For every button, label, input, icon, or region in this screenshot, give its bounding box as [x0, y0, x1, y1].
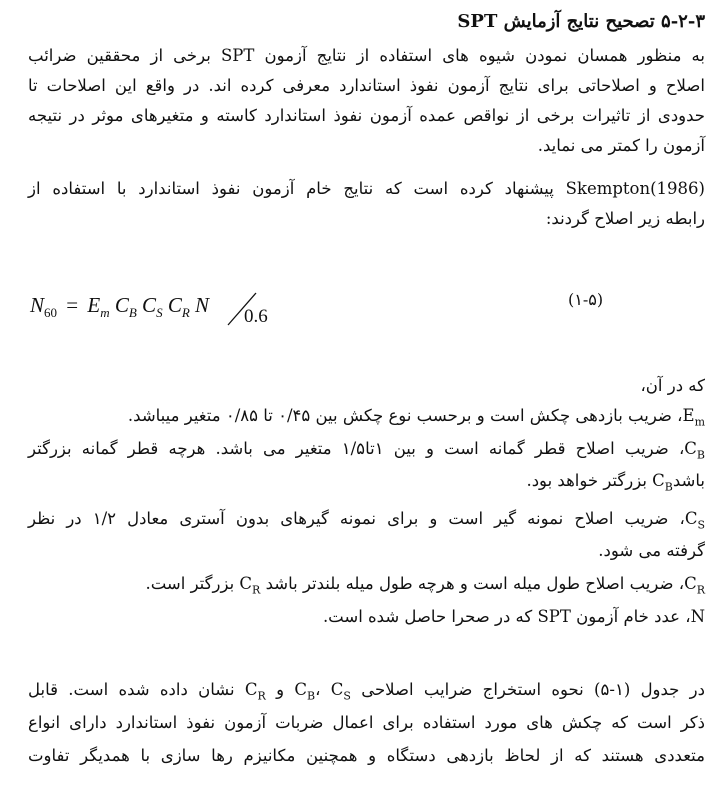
paragraph3-line3: متعددی هستند که از لحاظ بازدهی دستگاه و همچنین مکانیزم رها سازی با همدیگر تفاوت [28, 746, 705, 765]
def-cr-after: بزرگتر است. [145, 574, 240, 593]
paragraph2-line2: رابطه زیر اصلاح گردند: [545, 209, 705, 228]
def-em-symbol: E [682, 406, 695, 425]
formula-factor-cb: C [114, 293, 129, 317]
definition-cs [28, 505, 705, 539]
p3-cs: C [330, 680, 344, 699]
definition-cb-cont [28, 467, 705, 501]
p3-line1-a: در جدول (۱-۵) نحوه استخراج ضرایب اصلاحی [350, 680, 705, 699]
definitions-intro: که در آن، [640, 376, 705, 395]
formula-factor-n: N [195, 293, 210, 317]
p3-sep1: ، [315, 680, 331, 699]
def-n-text: ، عدد خام آزمون SPT که در صحرا حاصل شده است. [322, 607, 691, 626]
paragraph3-line1 [28, 676, 705, 710]
formula-factor-cb-sub: B [128, 305, 137, 321]
paragraph1-line1: به منظور همسان نمودن شیوه های استفاده از نتایج آزمون SPT برخی از محققین ضرائب [28, 46, 705, 65]
formula-factor-em: E [87, 293, 101, 317]
p3-cr-sub: R [257, 689, 266, 703]
p3-cs-sub: S [343, 689, 351, 703]
def-cb-cont-after: بزرگتر خواهد بود. [526, 471, 653, 490]
paragraph2-line1: Skempton(1986) پیشنهاد کرده است که نتایج خام آزمون نفوذ استاندارد با استفاده از [28, 179, 705, 198]
def-cb-text: ، ضریب اصلاح قطر گمانه است و بین ۱تا۱/۵ متغیر می باشد. هرچه قطر گمانه بزرگتر [28, 439, 685, 458]
formula-factor-em-sub: m [100, 305, 110, 321]
def-cb-symbol: C [684, 439, 697, 458]
def-cr-after-symbol: C [239, 574, 253, 593]
formula-factor-cs-sub: S [156, 305, 163, 321]
formula-equals: = [66, 293, 79, 317]
formula-factor-cr-sub: R [181, 305, 190, 321]
definition-n [28, 603, 705, 631]
def-cr-sub: R [696, 583, 705, 597]
def-cs-sub: S [697, 518, 705, 532]
def-cs-text: ، ضریب اصلاح نمونه گیر است و برای نمونه گیرهای بدون آستری معادل ۱/۲ در نظر [28, 509, 685, 528]
section-heading: ۵-۲-۳ تصحیح نتایج آزمایش SPT [457, 11, 705, 32]
p3-cr: C [244, 680, 258, 699]
paragraph1-line2: اصلاح و اصلاحاتی برای نتایج آزمون نفوذ استاندارد معرفی کرده اند. در واقع این اصلاحات تا [28, 76, 705, 95]
def-cb-cont-sub: B [664, 480, 673, 494]
definition-cb [28, 435, 705, 469]
def-em-sub: m [694, 415, 705, 429]
definition-cs-cont: گرفته می شود. [598, 541, 705, 560]
definition-cr [28, 570, 705, 604]
formula-factor-cs: C [142, 293, 157, 317]
paragraph3-line2: ذکر است که چکش های مورد استفاده برای اعمال ضربات آزمون نفوذ استاندارد دارای انواع [28, 713, 705, 732]
def-cr-text: ، ضریب اصلاح طول میله است و هرچه طول میله بلندتر باشد [260, 574, 685, 593]
def-cr-after-sub: R [252, 583, 261, 597]
p3-cb: C [294, 680, 307, 699]
formula-factor-cr: C [167, 293, 182, 317]
def-cb-cont-symbol: C [652, 471, 665, 490]
def-cr-symbol: C [684, 574, 697, 593]
formula-lhs-sub: 60 [44, 305, 58, 321]
def-cs-symbol: C [684, 509, 698, 528]
formula-n60 [30, 283, 290, 333]
def-n-symbol: N [690, 607, 705, 626]
def-em-text: ، ضریب بازدهی چکش است و برحسب نوع چکش بین ۰/۴۵ تا ۰/۸۵ متغیر میباشد. [127, 406, 683, 425]
p3-sep2: و [265, 680, 295, 699]
formula-lhs: N [30, 293, 45, 317]
formula-denominator: 0.6 [244, 306, 268, 327]
paragraph1-line3: حدودی از تاثیرات برخی از نواقص عمده آزمون نفوذ استاندارد کاسته و متغیرهای موثر در نتیجه [28, 106, 705, 125]
p3-line1-b: نشان داده شده است. قابل [28, 680, 245, 699]
paragraph1-line4: آزمون را کمتر می نماید. [537, 136, 705, 155]
def-cb-cont-before: باشد [672, 471, 705, 490]
equation-number: (۱-۵) [568, 290, 604, 309]
definition-em [28, 402, 705, 436]
p3-cb-sub: B [307, 689, 316, 703]
def-cb-sub: B [696, 448, 705, 462]
